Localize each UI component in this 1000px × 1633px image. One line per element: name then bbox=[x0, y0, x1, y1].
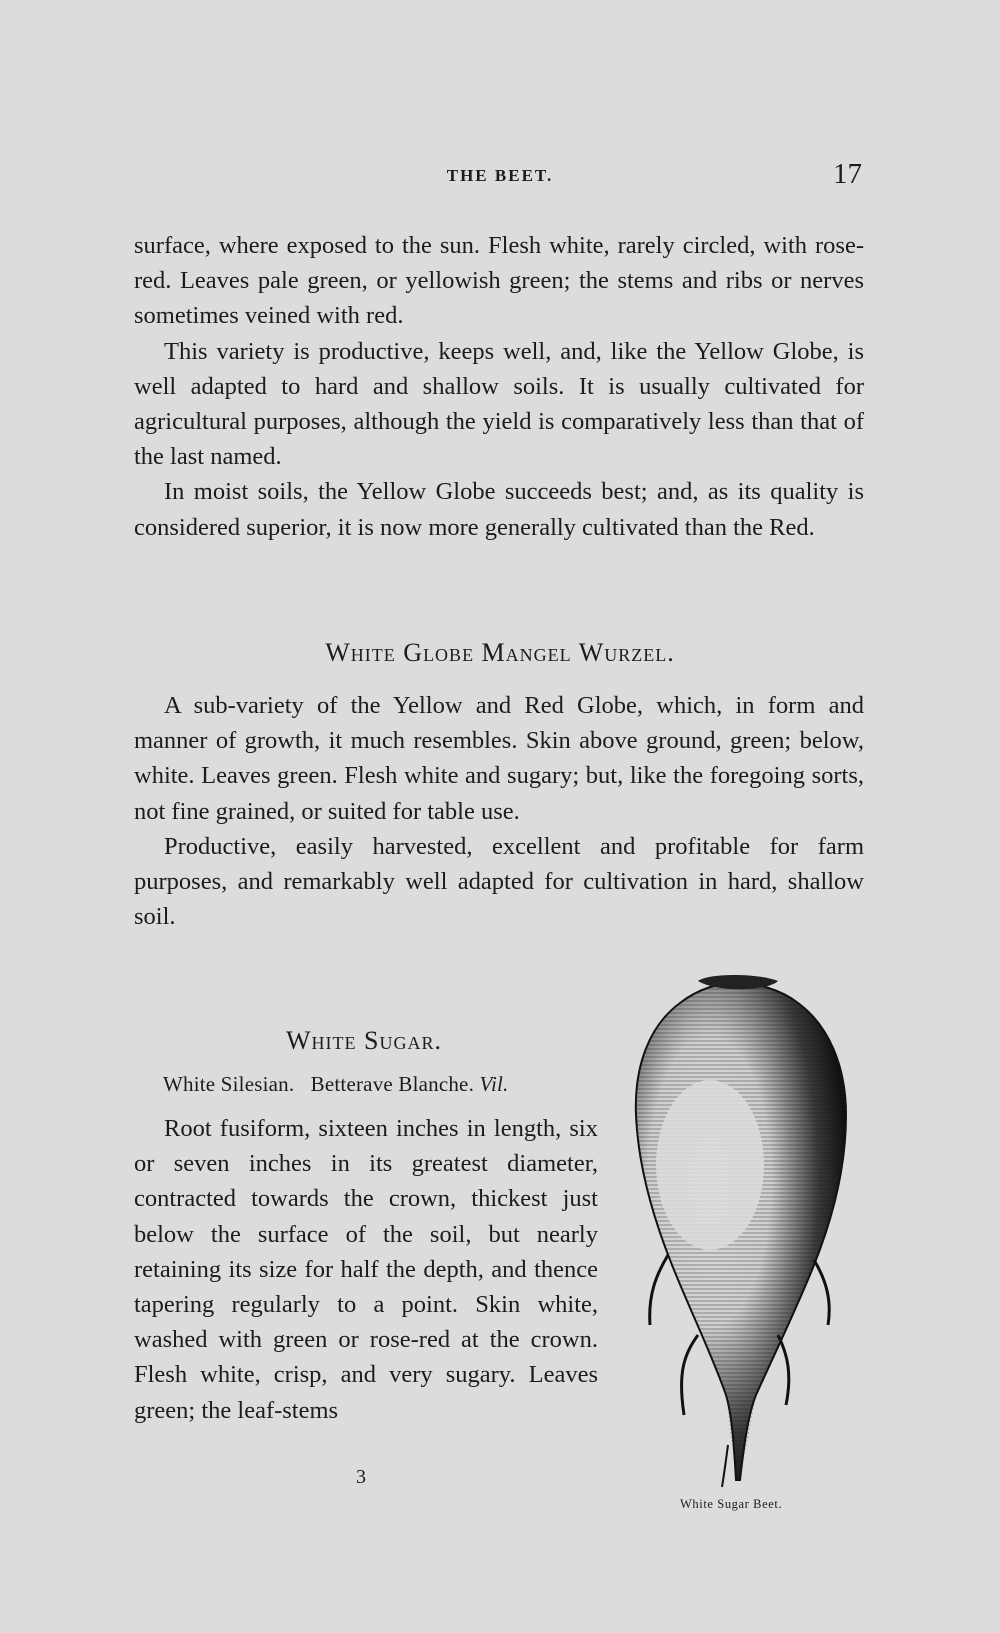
paragraph: Root fusiform, sixteen inches in length, six or seven inches in its greatest diameter, contracted towards the crown, thickest just below the surface of the soil, but nearly retaining its size for half the depth, and thence tapering regularly to a point. Skin white, washed with green or rose-red at the crown. Flesh white, crisp, and very sugary. Leaves green; the leaf-stems bbox=[134, 1115, 598, 1424]
text-block-intro bbox=[134, 228, 864, 545]
section-heading-white-globe: White Globe Mangel Wurzel. bbox=[325, 638, 675, 667]
figure-caption: White Sugar Beet. bbox=[680, 1497, 783, 1511]
running-title: THE BEET. bbox=[446, 166, 554, 185]
text-block-white-globe bbox=[134, 688, 864, 934]
running-head bbox=[0, 158, 1000, 192]
synonyms-line bbox=[163, 1072, 508, 1097]
paragraph-continued: surface, where exposed to the sun. Flesh white, rarely circled, with rose-red. Leaves pale green, or yellowish green; the stems and ribs or nerves sometimes veined with red. bbox=[134, 232, 864, 330]
beet-root-engraving-icon bbox=[628, 975, 868, 1495]
page-number: 17 bbox=[833, 158, 862, 190]
section-heading-white-sugar: White Sugar. bbox=[286, 1026, 442, 1055]
synonyms: White Silesian. Betterave Blanche. bbox=[163, 1072, 475, 1096]
paragraph: Productive, easily harvested, excellent and profitable for farm purposes, and remarkably well adapted for cultivation in hard, shallow soil. bbox=[134, 832, 864, 931]
signature-mark: 3 bbox=[356, 1466, 366, 1488]
paragraph: A sub-variety of the Yellow and Red Globe, which, in form and manner of growth, it much resembles. Skin above ground, green; below, white. Leaves green. Flesh white and sugary; but, like the foregoing sorts, not fine grained, or suited for table use. bbox=[134, 692, 864, 825]
paragraph: In moist soils, the Yellow Globe succeeds best; and, as its quality is considered superior, it is now more generally cultivated than the Red. bbox=[134, 478, 864, 541]
text-block-white-sugar bbox=[134, 1111, 598, 1428]
paragraph: This variety is productive, keeps well, and, like the Yellow Globe, is well adapted to hard and shallow soils. It is usually cultivated for agricultural purposes, although the yield is comparatively less than that of the last named. bbox=[134, 337, 864, 471]
synonym-source: Vil. bbox=[479, 1072, 509, 1096]
